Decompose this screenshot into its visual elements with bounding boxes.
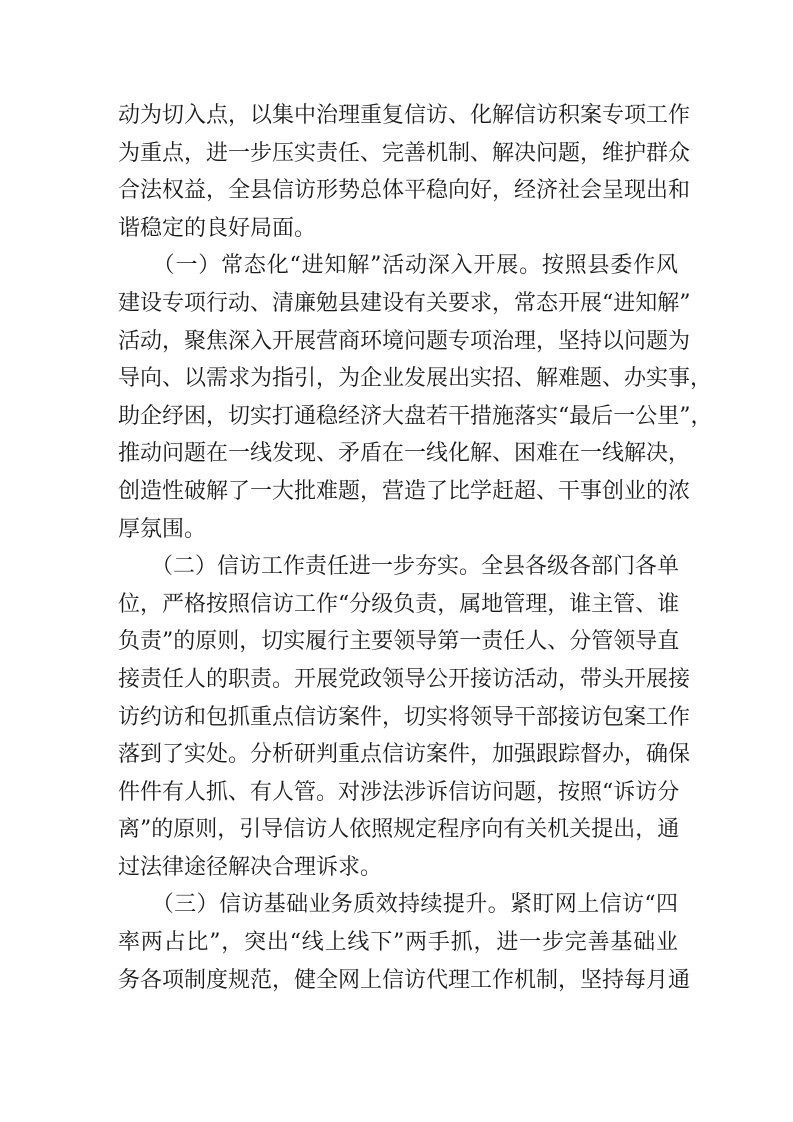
- text-line: 动为切入点，以集中治理重复信访、化解信访积案专项工作: [118, 103, 691, 128]
- text-line: 创造性破解了一大批难题，营造了比学赶超、干事创业的浓: [118, 478, 691, 504]
- text-line: 推动问题在一线发现、矛盾在一线化解、困难在一线解决，: [118, 441, 691, 467]
- text-line: 访约访和包抓重点信访案件，切实将领导干部接访包案工作: [118, 704, 691, 730]
- body-text: [118, 97, 713, 999]
- text-line: 件件有人抓、有人管。对涉法涉诉信访问题，按照“诉访分: [118, 779, 680, 805]
- text-line: 厚氛围。: [118, 516, 207, 542]
- text-line: 位，严格按照信访工作“分级负责，属地管理，谁主管、谁: [118, 591, 680, 617]
- text-line: 过法律途径解决合理诉求。: [118, 854, 383, 880]
- text-line: （二）信访工作责任进一步夯实。全县各级各部门各单: [118, 554, 680, 580]
- text-line: 建设专项行动、清廉勉县建设有关要求，常态开展“进知解”: [118, 290, 691, 316]
- text-line: （一）常态化“进知解”活动深入开展。按照县委作风: [118, 253, 678, 279]
- text-line: 为重点，进一步压实责任、完善机制、解决问题，维护群众: [118, 140, 691, 166]
- text-line: 导向、以需求为指引，为企业发展出实招、解难题、办实事，: [118, 366, 713, 392]
- text-line: 落到了实处。分析研判重点信访案件，加强跟踪督办，确保: [118, 742, 691, 768]
- text-line: 助企纾困，切实打通稳经济大盘若干措施落实“最后一公里”，: [118, 403, 713, 429]
- text-line: 谐稳定的良好局面。: [118, 215, 317, 241]
- text-line: 合法权益，全县信访形势总体平稳向好，经济社会呈现出和: [118, 178, 691, 204]
- text-line: （三）信访基础业务质效持续提升。紧盯网上信访“四: [118, 892, 678, 918]
- text-line: 离”的原则，引导信访人依照规定程序向有关机关提出，通: [118, 817, 680, 843]
- text-line: 活动，聚焦深入开展营商环境问题专项治理，坚持以问题为: [118, 328, 691, 354]
- text-line: 务各项制度规范，健全网上信访代理工作机制，坚持每月通: [118, 967, 691, 993]
- text-line: 率两占比”，突出“线上线下”两手抓，进一步完善基础业: [118, 930, 678, 956]
- text-line: 负责”的原则，切实履行主要领导第一责任人、分管领导直: [118, 629, 680, 655]
- text-line: 接责任人的职责。开展党政领导公开接访活动，带头开展接: [118, 666, 691, 692]
